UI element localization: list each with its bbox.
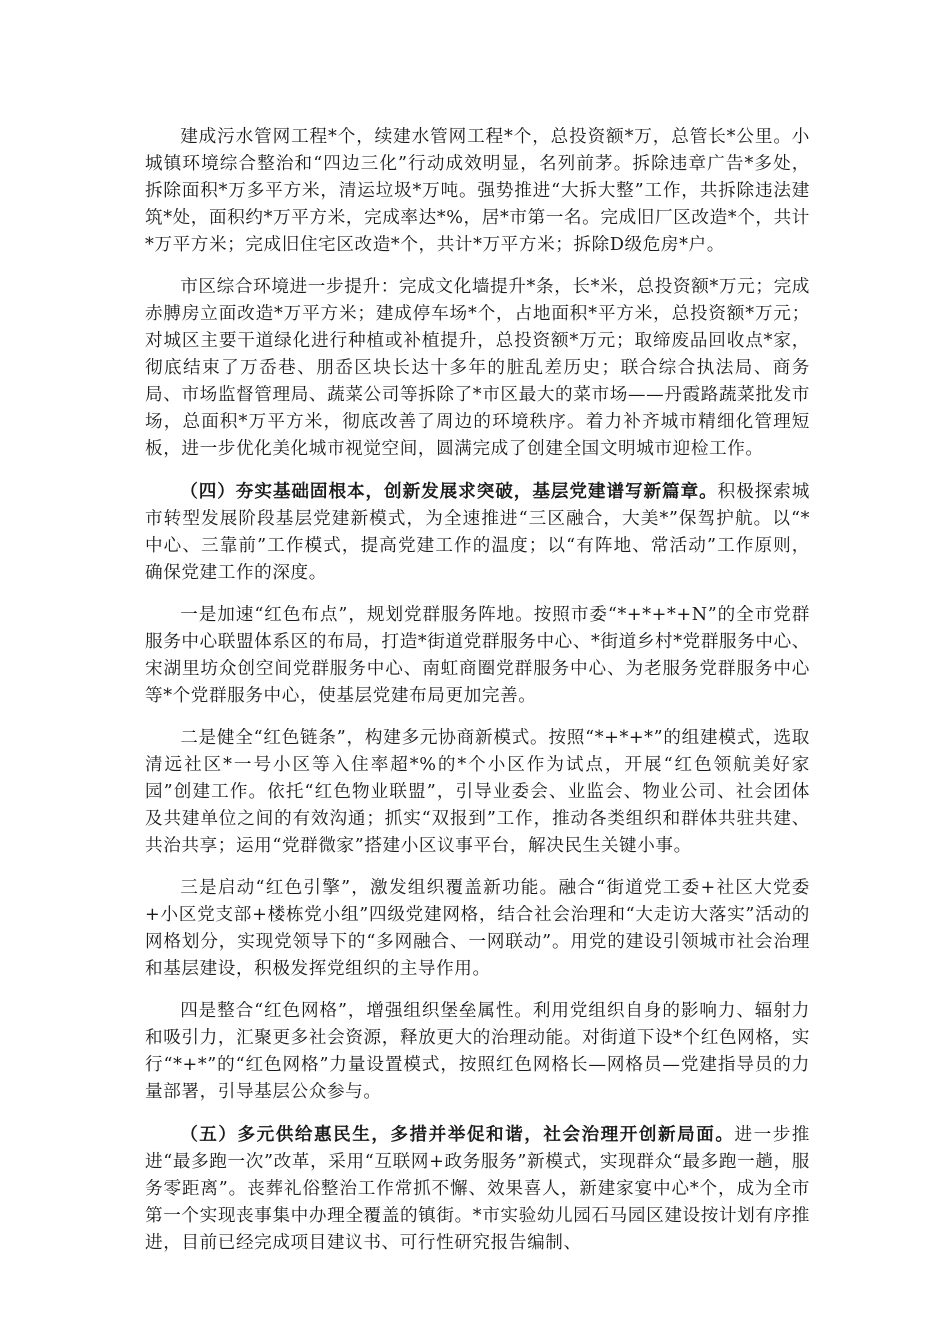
paragraph-urban-environment [145, 274, 810, 463]
paragraph-item-one [145, 602, 810, 710]
paragraph-text: 一是加速“红色布点”，规划党群服务阵地。按照市委“*+*+*+N”的全市党群服务中心联盟体系区的布局，打造*街道党群服务中心、*街道乡村*党群服务中心、宋湖里坊众创空间党群服务中心、南虹商圈党群服务中心、为老服务党群服务中心等*个党群服务中心，使基层党建布局更加完善。 [145, 605, 810, 706]
paragraph-item-four [145, 998, 810, 1106]
paragraph-section-five [145, 1121, 810, 1257]
section-heading: （四）夯实基础固根本，创新发展求突破，基层党建谱写新篇章。 [180, 481, 718, 502]
paragraph-text: 进一步推进“最多跑一次”改革，采用“互联网+政务服务”新模式，实现群众“最多跑一趟，服务零距离”。丧葬礼俗整治工作常抓不懈、效果喜人，新建家宴中心*个，成为全市第一个实现丧事集中办理全覆盖的镇街。*市实验幼儿园石马园区建设按计划有序推进，目前已经完成项目建议书、可行性研究报告编制、 [145, 1125, 811, 1253]
paragraph-item-two [145, 725, 810, 860]
paragraph-text: 积极探索城市转型发展阶段基层党建新模式，为全速推进“三区融合，大美*”保驾护航。以“*中心、三靠前”工作模式，提高党建工作的温度；以“有阵地、常活动”工作原则，确保党建工作的深度。 [145, 482, 810, 583]
paragraph-item-three [145, 875, 810, 983]
paragraph-text: 市区综合环境进一步提升：完成文化墙提升*条，长*米，总投资额*万元；完成赤膊房立面改造*万平方米；建成停车场*个，占地面积*平方米，总投资额*万元；对城区主要干道绿化进行种植或补植提升，总投资额*万元；取缔废品回收点*家，彻底结束了万岙巷、朋岙区块长达十多年的脏乱差历史；联合综合执法局、商务局、市场监督管理局、蔬菜公司等拆除了*市区最大的菜市场——丹霞路蔬菜批发市场，总面积*万平方米，彻底改善了周边的环境秩序。着力补齐城市精细化管理短板，进一步优化美化城市视觉空间，圆满完成了创建全国文明城市迎检工作。 [145, 277, 810, 459]
paragraph-text: 二是健全“红色链条”，构建多元协商新模式。按照“*+*+*”的组建模式，选取清远社区*一号小区等入住率超*%的*个小区作为试点，开展“红色领航美好家园”创建工作。依托“红色物业联盟”，引导业委会、业监会、物业公司、社会团体及共建单位之间的有效沟通；抓实“双报到”工作，推动各类组织和群体共驻共建、共治共享；运用“党群微家”搭建小区议事平台，解决民生关键小事。 [145, 728, 810, 856]
section-heading: （五）多元供给惠民生，多措并举促和谐，社会治理开创新局面。 [180, 1124, 735, 1145]
paragraph-text: 建成污水管网工程*个，续建水管网工程*个，总投资额*万，总管长*公里。小城镇环境综合整治和“四边三化”行动成效明显，名列前茅。拆除违章广告*多处，拆除面积*万多平方米，清运垃圾*万吨。强势推进“大拆大整”工作，共拆除违法建筑*处，面积约*万平方米，完成率达*%，居*市第一名。完成旧厂区改造*个，共计*万平方米；完成旧住宅区改造*个，共计*万平方米；拆除D级危房*户。 [145, 127, 810, 255]
paragraph-text: 三是启动“红色引擎”，激发组织覆盖新功能。融合“街道党工委+社区大党委+小区党支部+楼栋党小组”四级党建网格，结合社会治理和“大走访大落实”活动的网格划分，实现党领导下的“多网融合、一网联动”。用党的建设引领城市社会治理和基层建设，积极发挥党组织的主导作用。 [145, 878, 810, 979]
paragraph-sewage [145, 124, 810, 259]
document-body [145, 124, 810, 1272]
paragraph-section-four [145, 478, 810, 587]
paragraph-text: 四是整合“红色网格”，增强组织堡垒属性。利用党组织自身的影响力、辐射力和吸引力，汇聚更多社会资源，释放更大的治理动能。对街道下设*个红色网格，实行“*+*”的“红色网格”力量设置模式，按照红色网格长—网格员—党建指导员的力量部署，引导基层公众参与。 [145, 1001, 810, 1102]
